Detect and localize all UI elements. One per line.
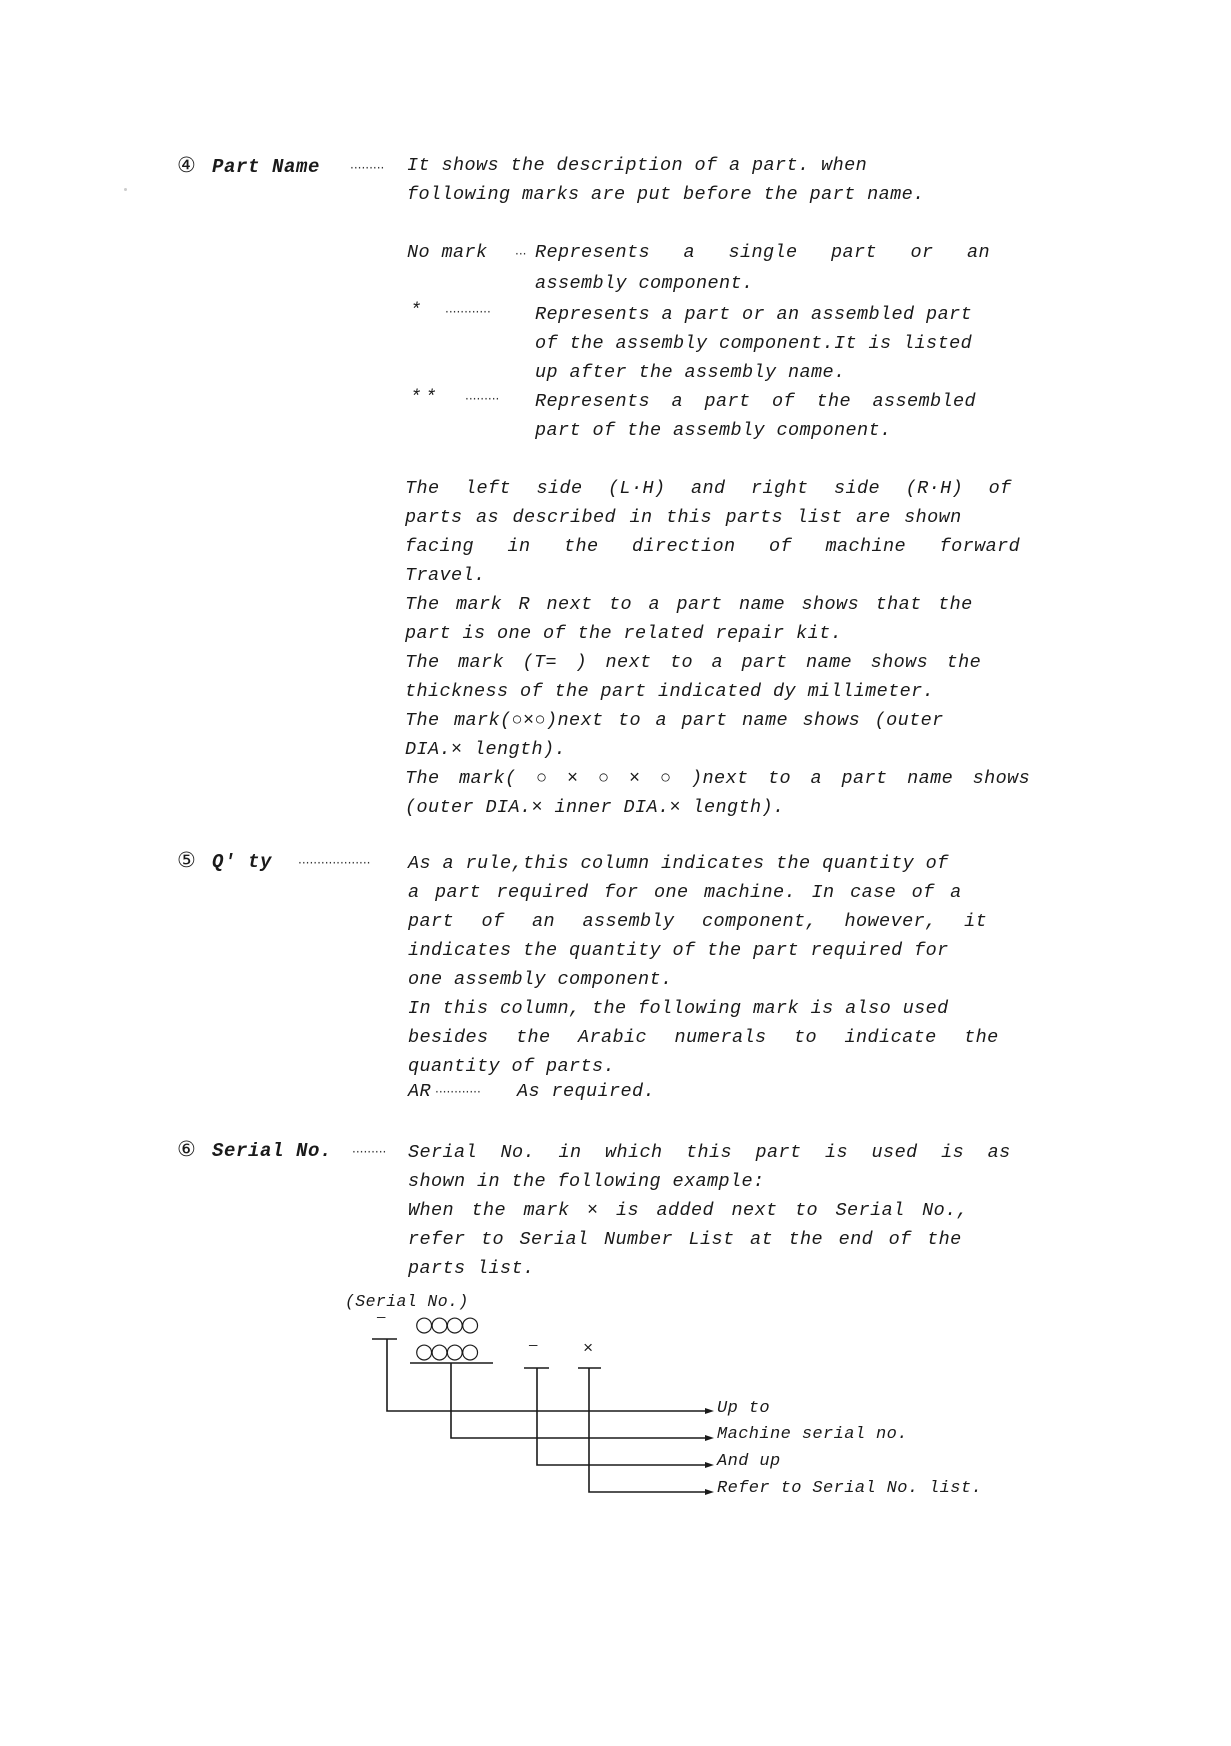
- scan-speck: [124, 188, 127, 191]
- digits-bottom: ○○○○: [415, 1339, 477, 1363]
- text-line: As a rule,this column indicates the quantity of: [408, 853, 949, 874]
- text-line: DIA.× length).: [405, 739, 567, 760]
- leader-dots: ·········: [465, 392, 500, 406]
- legend-refer-serial-list: Refer to Serial No. list.: [717, 1479, 983, 1498]
- text-line: When the mark × is added next to Serial No.,: [408, 1200, 969, 1221]
- body-line: following marks are put before the part name.: [407, 184, 925, 205]
- text-line: In this column, the following mark is also used: [408, 998, 949, 1019]
- section-label-part-name: Part Name: [212, 156, 321, 178]
- mark-double-asterisk: **: [410, 387, 441, 408]
- mark-no-mark: No mark: [407, 242, 488, 263]
- text-line: Travel.: [405, 565, 486, 586]
- mark-ar: AR: [408, 1081, 432, 1102]
- dash-and-up: —: [529, 1338, 538, 1354]
- leader-dots: ············: [435, 1085, 481, 1099]
- text-line: facing in the direction of machine forward: [405, 536, 1021, 557]
- text-line: part is one of the related repair kit.: [405, 623, 843, 644]
- digits-top: ○○○○: [415, 1312, 477, 1336]
- text-line: indicates the quantity of the part required for: [408, 940, 949, 961]
- text-line: shown in the following example:: [408, 1171, 765, 1192]
- text-line: Represents a part or an assembled part: [535, 304, 973, 325]
- leader-dots: ·········: [350, 161, 385, 175]
- legend-up-to: Up to: [717, 1399, 771, 1418]
- text-line: part of an assembly component, however, it: [408, 911, 988, 932]
- text-line: up after the assembly name.: [535, 362, 846, 383]
- section-label-quantity: Q′ ty: [212, 851, 273, 873]
- text-line: thickness of the part indicated dy millimeter.: [405, 681, 935, 702]
- leader-dots: ···: [515, 247, 527, 261]
- leader-dots: ·········: [352, 1145, 387, 1159]
- leader-dots: ············: [445, 305, 491, 319]
- text-line: The mark(○×○)next to a part name shows (outer: [405, 710, 944, 731]
- text-line: (outer DIA.× inner DIA.× length).: [405, 797, 785, 818]
- text-line: The mark (T= ) next to a part name shows the: [405, 652, 982, 673]
- text-line: Represents a single part or an: [535, 242, 991, 263]
- text-line: besides the Arabic numerals to indicate the: [408, 1027, 999, 1048]
- text-line: Serial No. in which this part is used is as: [408, 1142, 1011, 1163]
- diagram-title: (Serial No.): [345, 1292, 469, 1311]
- text-line: The mark( ○ × ○ × ○ )next to a part name shows: [405, 768, 1031, 789]
- mark-asterisk: *: [410, 300, 422, 321]
- circled-number-5: ⑤: [177, 848, 196, 872]
- text-line: of the assembly component.It is listed: [535, 333, 973, 354]
- circled-number-4: ④: [177, 153, 196, 177]
- text-line: The mark R next to a part name shows that the: [405, 594, 973, 615]
- text-line: parts list.: [408, 1258, 535, 1279]
- section-label-serial-no: Serial No.: [212, 1140, 333, 1162]
- dash-up-to: —: [377, 1310, 386, 1326]
- leader-dots: ···················: [298, 856, 371, 870]
- text-line: part of the assembly component.: [535, 420, 892, 441]
- circled-number-6: ⑥: [177, 1137, 196, 1161]
- text-line: one assembly component.: [408, 969, 673, 990]
- text-line: It shows the description of a part. when: [407, 155, 868, 176]
- text-line: The left side (L·H) and right side (R·H) of: [405, 478, 1012, 499]
- text-line: Represents a part of the assembled: [535, 391, 977, 412]
- ar-description: As required.: [517, 1081, 656, 1102]
- text-line: assembly component.: [535, 273, 754, 294]
- text-line: parts as described in this parts list are shown: [405, 507, 962, 528]
- text-line: a part required for one machine. In case of a: [408, 882, 962, 903]
- legend-machine-serial: Machine serial no.: [717, 1425, 908, 1444]
- text-line: refer to Serial Number List at the end of the: [408, 1229, 962, 1250]
- text-line: quantity of parts.: [408, 1056, 616, 1077]
- cross-mark: ×: [583, 1340, 594, 1359]
- legend-and-up: And up: [717, 1452, 781, 1471]
